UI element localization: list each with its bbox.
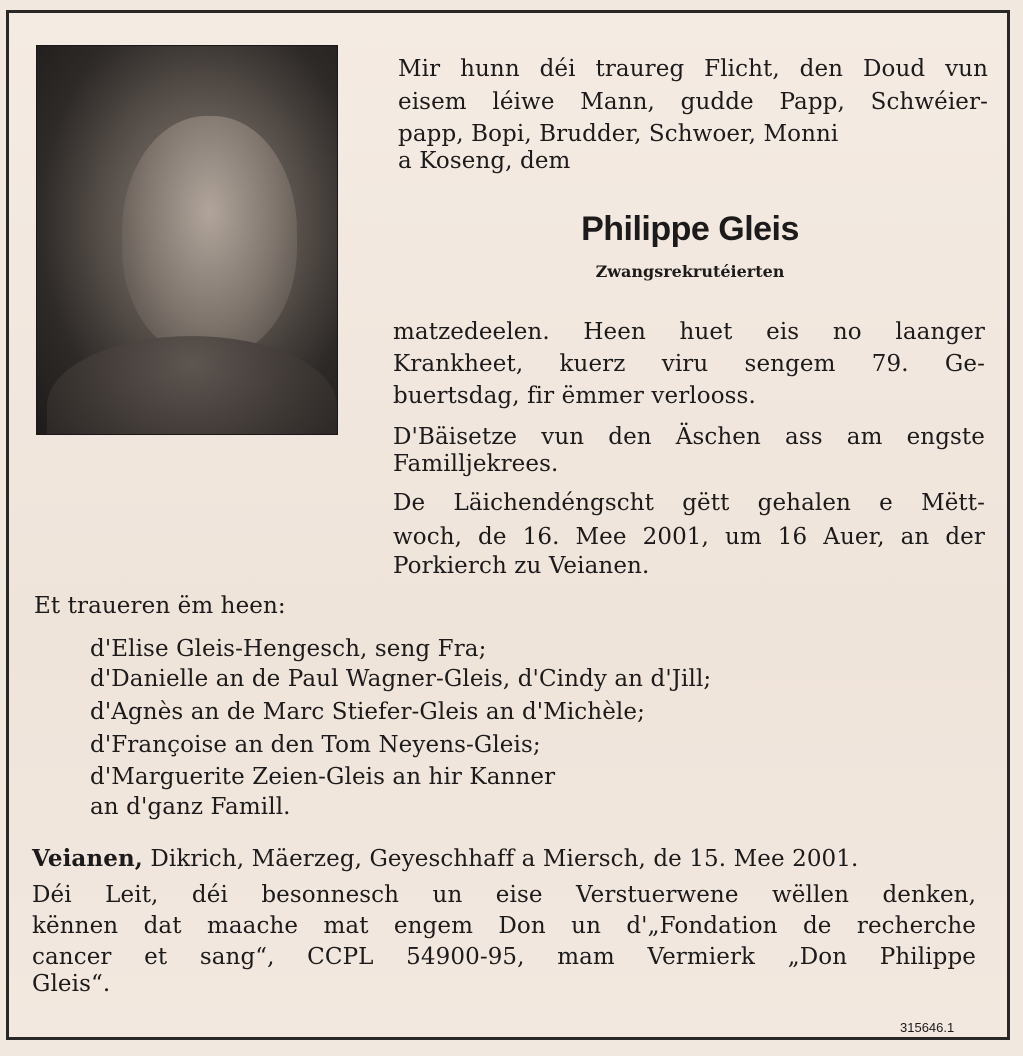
mourner-line: d'Danielle an de Paul Wagner-Gleis, d'Cindy an d'Jill; [90,666,712,692]
deceased-subtitle: Zwangsrekrutéierten [595,262,785,281]
donation-line: cancer et sang“, CCPL 54900-95, mam Vermierk „Don Philippe [32,944,976,970]
place-town: Veianen, [32,845,143,872]
portrait-photo [36,45,338,435]
donation-line: kënnen dat maache mat engem Don un d'„Fondation de recherche [32,913,976,939]
mass-line: De Läichendéngscht gëtt gehalen e Mëtt- [393,490,985,516]
donation-line: Gleis“. [32,971,111,997]
mourners-heading: Et traueren ëm heen: [34,593,286,619]
mourner-line: d'Elise Gleis-Hengesch, seng Fra; [90,636,487,662]
announcement-line: matzedeelen. Heen huet eis no laanger [393,319,985,345]
mourner-line: d'Agnès an de Marc Stiefer-Gleis an d'Michèle; [90,699,645,725]
mass-line: Porkierch zu Veianen. [393,553,650,579]
mass-line: woch, de 16. Mee 2001, um 16 Auer, an der [393,524,985,550]
burial-line: Familljekrees. [393,451,559,477]
reference-number: 315646.1 [900,1020,955,1035]
intro-line: Mir hunn déi traureg Flicht, den Doud vun [398,56,988,82]
announcement-line: buertsdag, fir ëmmer verlooss. [393,383,756,409]
portrait-shoulders [47,336,337,435]
place-rest: Dikrich, Mäerzeg, Geyeschhaff a Miersch, de 15. Mee 2001. [142,846,859,872]
intro-line: a Koseng, dem [398,148,571,174]
burial-line: D'Bäisetze vun den Äschen ass am engste [393,424,985,450]
mourner-line: d'Marguerite Zeien-Gleis an hir Kanner [90,764,556,790]
deceased-name: Philippe Gleis [581,210,799,248]
intro-line: papp, Bopi, Brudder, Schwoer, Monni [398,121,839,147]
announcement-line: Krankheet, kuerz viru sengem 79. Ge- [393,351,985,377]
place-date-line [32,846,858,872]
mourner-line: an d'ganz Famill. [90,794,291,820]
mourner-line: d'Françoise an den Tom Neyens-Gleis; [90,732,541,758]
portrait-head [122,116,297,356]
intro-line: eisem léiwe Mann, gudde Papp, Schwéier- [398,89,988,115]
donation-line: Déi Leit, déi besonnesch un eise Verstuerwene wëllen denken, [32,882,976,908]
